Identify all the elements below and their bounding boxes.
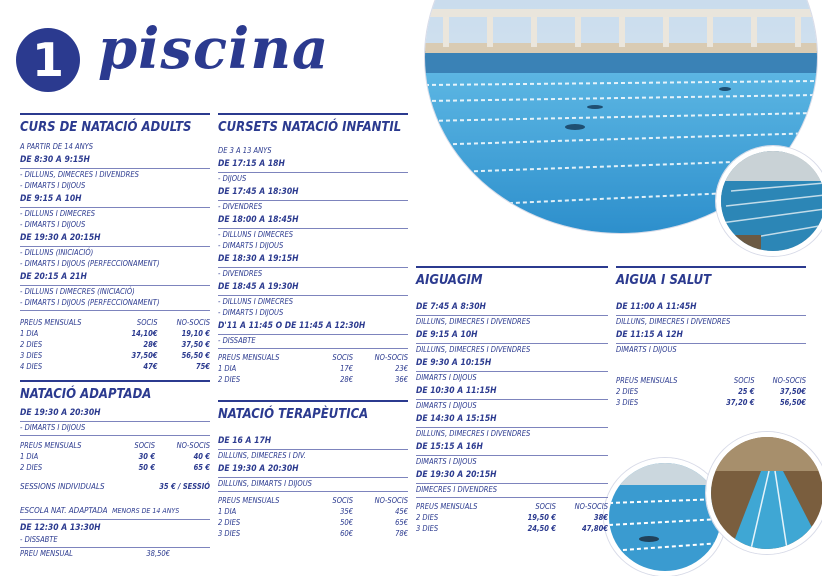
price-member: 14,10€ (131, 329, 158, 338)
time-slot: DE 18:00 A 18:45H (218, 215, 299, 225)
school-price: 38,50€ (146, 549, 170, 558)
price-table (20, 440, 210, 473)
price-nonmember: 65€ (395, 518, 408, 527)
price-row (218, 517, 408, 528)
page-title: piscina (98, 16, 330, 82)
time-slot: DE 10:30 A 11:15H (416, 386, 497, 396)
price-header: PREUS MENSUALS (20, 318, 82, 327)
price-nonmember: 38€ (593, 513, 608, 522)
price-days: 2 DIES (20, 463, 43, 472)
price-header: PREUS MENSUALS (416, 502, 478, 511)
days-label: - DIVENDRES (218, 269, 263, 278)
price-member: 28€ (340, 375, 354, 384)
price-nonmember: 56,50 € (181, 351, 210, 360)
days-label: - DILLUNS I DIMECRES (218, 230, 294, 239)
time-slot: DE 8:30 A 9:15H (20, 155, 90, 165)
section-title: CURSETS NATACIÓ INFANTIL (218, 120, 402, 135)
price-row (20, 462, 210, 473)
section-divider (218, 400, 408, 402)
row-rule (20, 519, 210, 520)
age-range: DE 3 A 13 ANYS (218, 146, 272, 155)
kids-course-section (218, 113, 408, 385)
days-label: DILLUNS, DIMECRES I DIVENDRES (416, 429, 531, 438)
time-slot: DE 16 A 17H (218, 436, 272, 446)
price-row (20, 350, 210, 361)
time-slot: D'11 A 11:45 O DE 11:45 A 12:30H (218, 321, 366, 331)
days-label: DIMARTS I DIJOUS (416, 457, 477, 466)
price-member: 50€ (340, 518, 354, 527)
price-nonmember: 37,50€ (779, 387, 806, 396)
price-days: 1 DIA (218, 507, 237, 516)
price-header: SOCIS (332, 353, 354, 362)
price-header-row (20, 317, 210, 328)
time-slot: DE 18:30 A 19:15H (218, 254, 299, 264)
section-title: NATACIÓ TERAPÈUTICA (218, 407, 369, 422)
individual-sessions-price: 35 € / SESSIÓ (159, 482, 210, 491)
price-days: 3 DIES (20, 351, 43, 360)
time-slot: DE 9:30 A 10:15H (416, 358, 492, 368)
price-member: 28€ (143, 340, 158, 349)
price-days: 1 DIA (20, 452, 39, 461)
price-member: 35€ (340, 507, 354, 516)
time-slot: DE 11:15 A 12H (616, 330, 683, 340)
price-header: PREUS MENSUALS (616, 376, 678, 385)
days-label: - DILLUNS, DIMECRES I DIVENDRES (20, 170, 139, 179)
price-header-row (218, 352, 408, 363)
price-header-row (20, 440, 210, 451)
days-label: - DILLUNS (INICIACIÓ) (20, 248, 94, 257)
time-slot: DE 17:45 A 18:30H (218, 187, 299, 197)
price-row (218, 528, 408, 539)
price-table (218, 495, 408, 539)
days-label: DIMARTS I DIJOUS (416, 373, 477, 382)
price-row (20, 328, 210, 339)
price-nonmember: 36€ (395, 375, 408, 384)
days-label: - DILLUNS I DIMECRES (INICIACIÓ) (20, 287, 135, 296)
price-header: SOCIS (134, 441, 156, 450)
days-label: - DIMARTS I DIJOUS (20, 220, 86, 229)
price-days: 4 DIES (20, 362, 43, 371)
days-label: DIMARTS I DIJOUS (416, 401, 477, 410)
price-days: 3 DIES (616, 398, 639, 407)
aquagym-section (416, 266, 608, 534)
days-label: DILLUNS, DIMARTS I DIJOUS (218, 479, 312, 488)
water-health-section (616, 266, 806, 408)
price-header: NO-SOCIS (176, 441, 210, 450)
price-row (416, 512, 608, 523)
time-slot: DE 18:45 A 19:30H (218, 282, 299, 292)
price-nonmember: 23€ (395, 364, 408, 373)
price-nonmember: 65 € (193, 463, 210, 472)
days-label: - DISSABTE (20, 535, 58, 544)
time-slot: DE 19:30 A 20:30H (20, 408, 101, 418)
days-label: - DIMARTS I DIJOUS (218, 241, 284, 250)
time-slot: DE 17:15 A 18H (218, 159, 285, 169)
price-nonmember: 40 € (193, 452, 210, 461)
price-row (20, 339, 210, 350)
price-member: 19,50 € (527, 513, 556, 522)
row-rule (20, 435, 210, 436)
price-member: 30 € (138, 452, 156, 461)
price-row (616, 386, 806, 397)
price-days: 2 DIES (218, 375, 241, 384)
adapted-swim-section (20, 380, 210, 559)
row-rule (416, 497, 608, 498)
price-nonmember: 37,50 € (181, 340, 210, 349)
price-row (218, 506, 408, 517)
price-nonmember: 19,10 € (181, 329, 210, 338)
price-header: PREUS MENSUALS (218, 353, 280, 362)
section-title: AIGUAGIM (416, 273, 483, 288)
price-table (218, 352, 408, 385)
price-header: SOCIS (136, 318, 158, 327)
price-table (20, 317, 210, 372)
price-row (218, 374, 408, 385)
days-label: DILLUNS, DIMECRES I DIVENDRES (416, 345, 531, 354)
price-nonmember: 75€ (195, 362, 210, 371)
pool-photo-indoor-lanes (706, 432, 822, 554)
price-row (20, 361, 210, 372)
price-days: 2 DIES (416, 513, 439, 522)
days-label: DILLUNS, DIMECRES I DIVENDRES (616, 317, 731, 326)
price-member: 17€ (340, 364, 354, 373)
days-label: - DILLUNS I DIMECRES (20, 209, 96, 218)
price-nonmember: 47,80€ (581, 524, 608, 533)
price-table (616, 375, 806, 408)
price-header: PREUS MENSUALS (20, 441, 82, 450)
price-row (616, 397, 806, 408)
time-slot: DE 19:30 A 20:30H (218, 464, 299, 474)
price-header: SOCIS (535, 502, 556, 511)
section-divider (20, 380, 210, 382)
age-range: A PARTIR DE 14 ANYS (20, 142, 94, 151)
days-label: - DIVENDRES (218, 202, 263, 211)
price-days: 1 DIA (20, 329, 39, 338)
price-header: SOCIS (733, 376, 755, 385)
days-label: - DIMARTS I DIJOUS (PERFECCIONAMENT) (20, 259, 160, 268)
price-days: 2 DIES (218, 518, 241, 527)
days-label: - DILLUNS I DIMECRES (218, 297, 294, 306)
therapeutic-swim-section (218, 400, 408, 539)
price-member: 37,50€ (131, 351, 158, 360)
time-slot: DE 14:30 A 15:15H (416, 414, 497, 424)
school-price-label: PREU MENSUAL (20, 549, 73, 558)
price-row (20, 451, 210, 462)
price-days: 2 DIES (616, 387, 639, 396)
time-slot: DE 7:45 A 8:30H (416, 302, 486, 312)
school-row (20, 498, 210, 517)
days-label: DIMARTS I DIJOUS (616, 345, 677, 354)
section-divider (616, 266, 806, 268)
price-header: NO-SOCIS (176, 318, 210, 327)
school-price-row (20, 548, 170, 559)
price-header: PREUS MENSUALS (218, 496, 280, 505)
price-header-row (616, 375, 806, 386)
time-slot: DE 19:30 A 20:15H (20, 233, 101, 243)
section-divider (218, 113, 408, 115)
price-header-row (218, 495, 408, 506)
price-nonmember: 56,50€ (779, 398, 806, 407)
row-rule (20, 310, 210, 311)
price-header: SOCIS (332, 496, 354, 505)
pool-photo-indoor (716, 146, 822, 256)
school-age: MENORS DE 14 ANYS (112, 507, 180, 515)
section-number-badge: 1 (16, 28, 80, 92)
section-title: NATACIÓ ADAPTADA (20, 387, 152, 402)
price-header: NO-SOCIS (374, 353, 408, 362)
days-label: DIMECRES I DIVENDRES (416, 485, 498, 494)
price-nonmember: 78€ (395, 529, 408, 538)
days-label: - DIMARTS I DIJOUS (20, 423, 86, 432)
time-slot: DE 15:15 A 16H (416, 442, 483, 452)
price-row (416, 523, 608, 534)
price-header: NO-SOCIS (574, 502, 608, 511)
section-title: AIGUA I SALUT (616, 273, 712, 288)
section-divider (416, 266, 608, 268)
price-member: 24,50 € (527, 524, 556, 533)
price-nonmember: 45€ (395, 507, 408, 516)
individual-sessions-row (20, 481, 210, 492)
days-label: - DIMARTS I DIJOUS (PERFECCIONAMENT) (20, 298, 160, 307)
days-label: - DIMARTS I DIJOUS (20, 181, 86, 190)
time-slot: DE 11:00 A 11:45H (616, 302, 697, 312)
price-days: 2 DIES (20, 340, 43, 349)
price-member: 60€ (340, 529, 354, 538)
individual-sessions-label: SESSIONS INDIVIDUALS (20, 482, 105, 491)
section-title: CURS DE NATACIÓ ADULTS (20, 120, 192, 135)
price-header: NO-SOCIS (772, 376, 806, 385)
price-days: 3 DIES (218, 529, 241, 538)
price-row (218, 363, 408, 374)
days-label: - DIMARTS I DIJOUS (218, 308, 284, 317)
price-member: 37,20 € (726, 398, 755, 407)
row-rule (218, 491, 408, 492)
price-days: 1 DIA (218, 364, 237, 373)
price-member: 47€ (143, 362, 158, 371)
price-member: 50 € (138, 463, 156, 472)
price-header: NO-SOCIS (374, 496, 408, 505)
price-table (416, 501, 608, 534)
section-divider (20, 113, 210, 115)
price-member: 25 € (738, 387, 755, 396)
days-label: DILLUNS, DIMECRES I DIVENDRES (416, 317, 531, 326)
price-header-row (416, 501, 608, 512)
days-label: - DISSABTE (218, 336, 256, 345)
price-days: 3 DIES (416, 524, 439, 533)
time-slot: DE 20:15 A 21H (20, 272, 87, 282)
days-label: DILLUNS, DIMECRES I DIV. (218, 451, 306, 460)
days-label: - DIJOUS (218, 174, 247, 183)
row-rule (218, 348, 408, 349)
time-slot: DE 19:30 A 20:15H (416, 470, 497, 480)
time-slot: DE 9:15 A 10H (20, 194, 82, 204)
time-slot: DE 12:30 A 13:30H (20, 523, 101, 533)
time-slot: DE 9:15 A 10H (416, 330, 478, 340)
school-label: ESCOLA NAT. ADAPTADA (20, 506, 108, 515)
adults-course-section (20, 113, 210, 372)
